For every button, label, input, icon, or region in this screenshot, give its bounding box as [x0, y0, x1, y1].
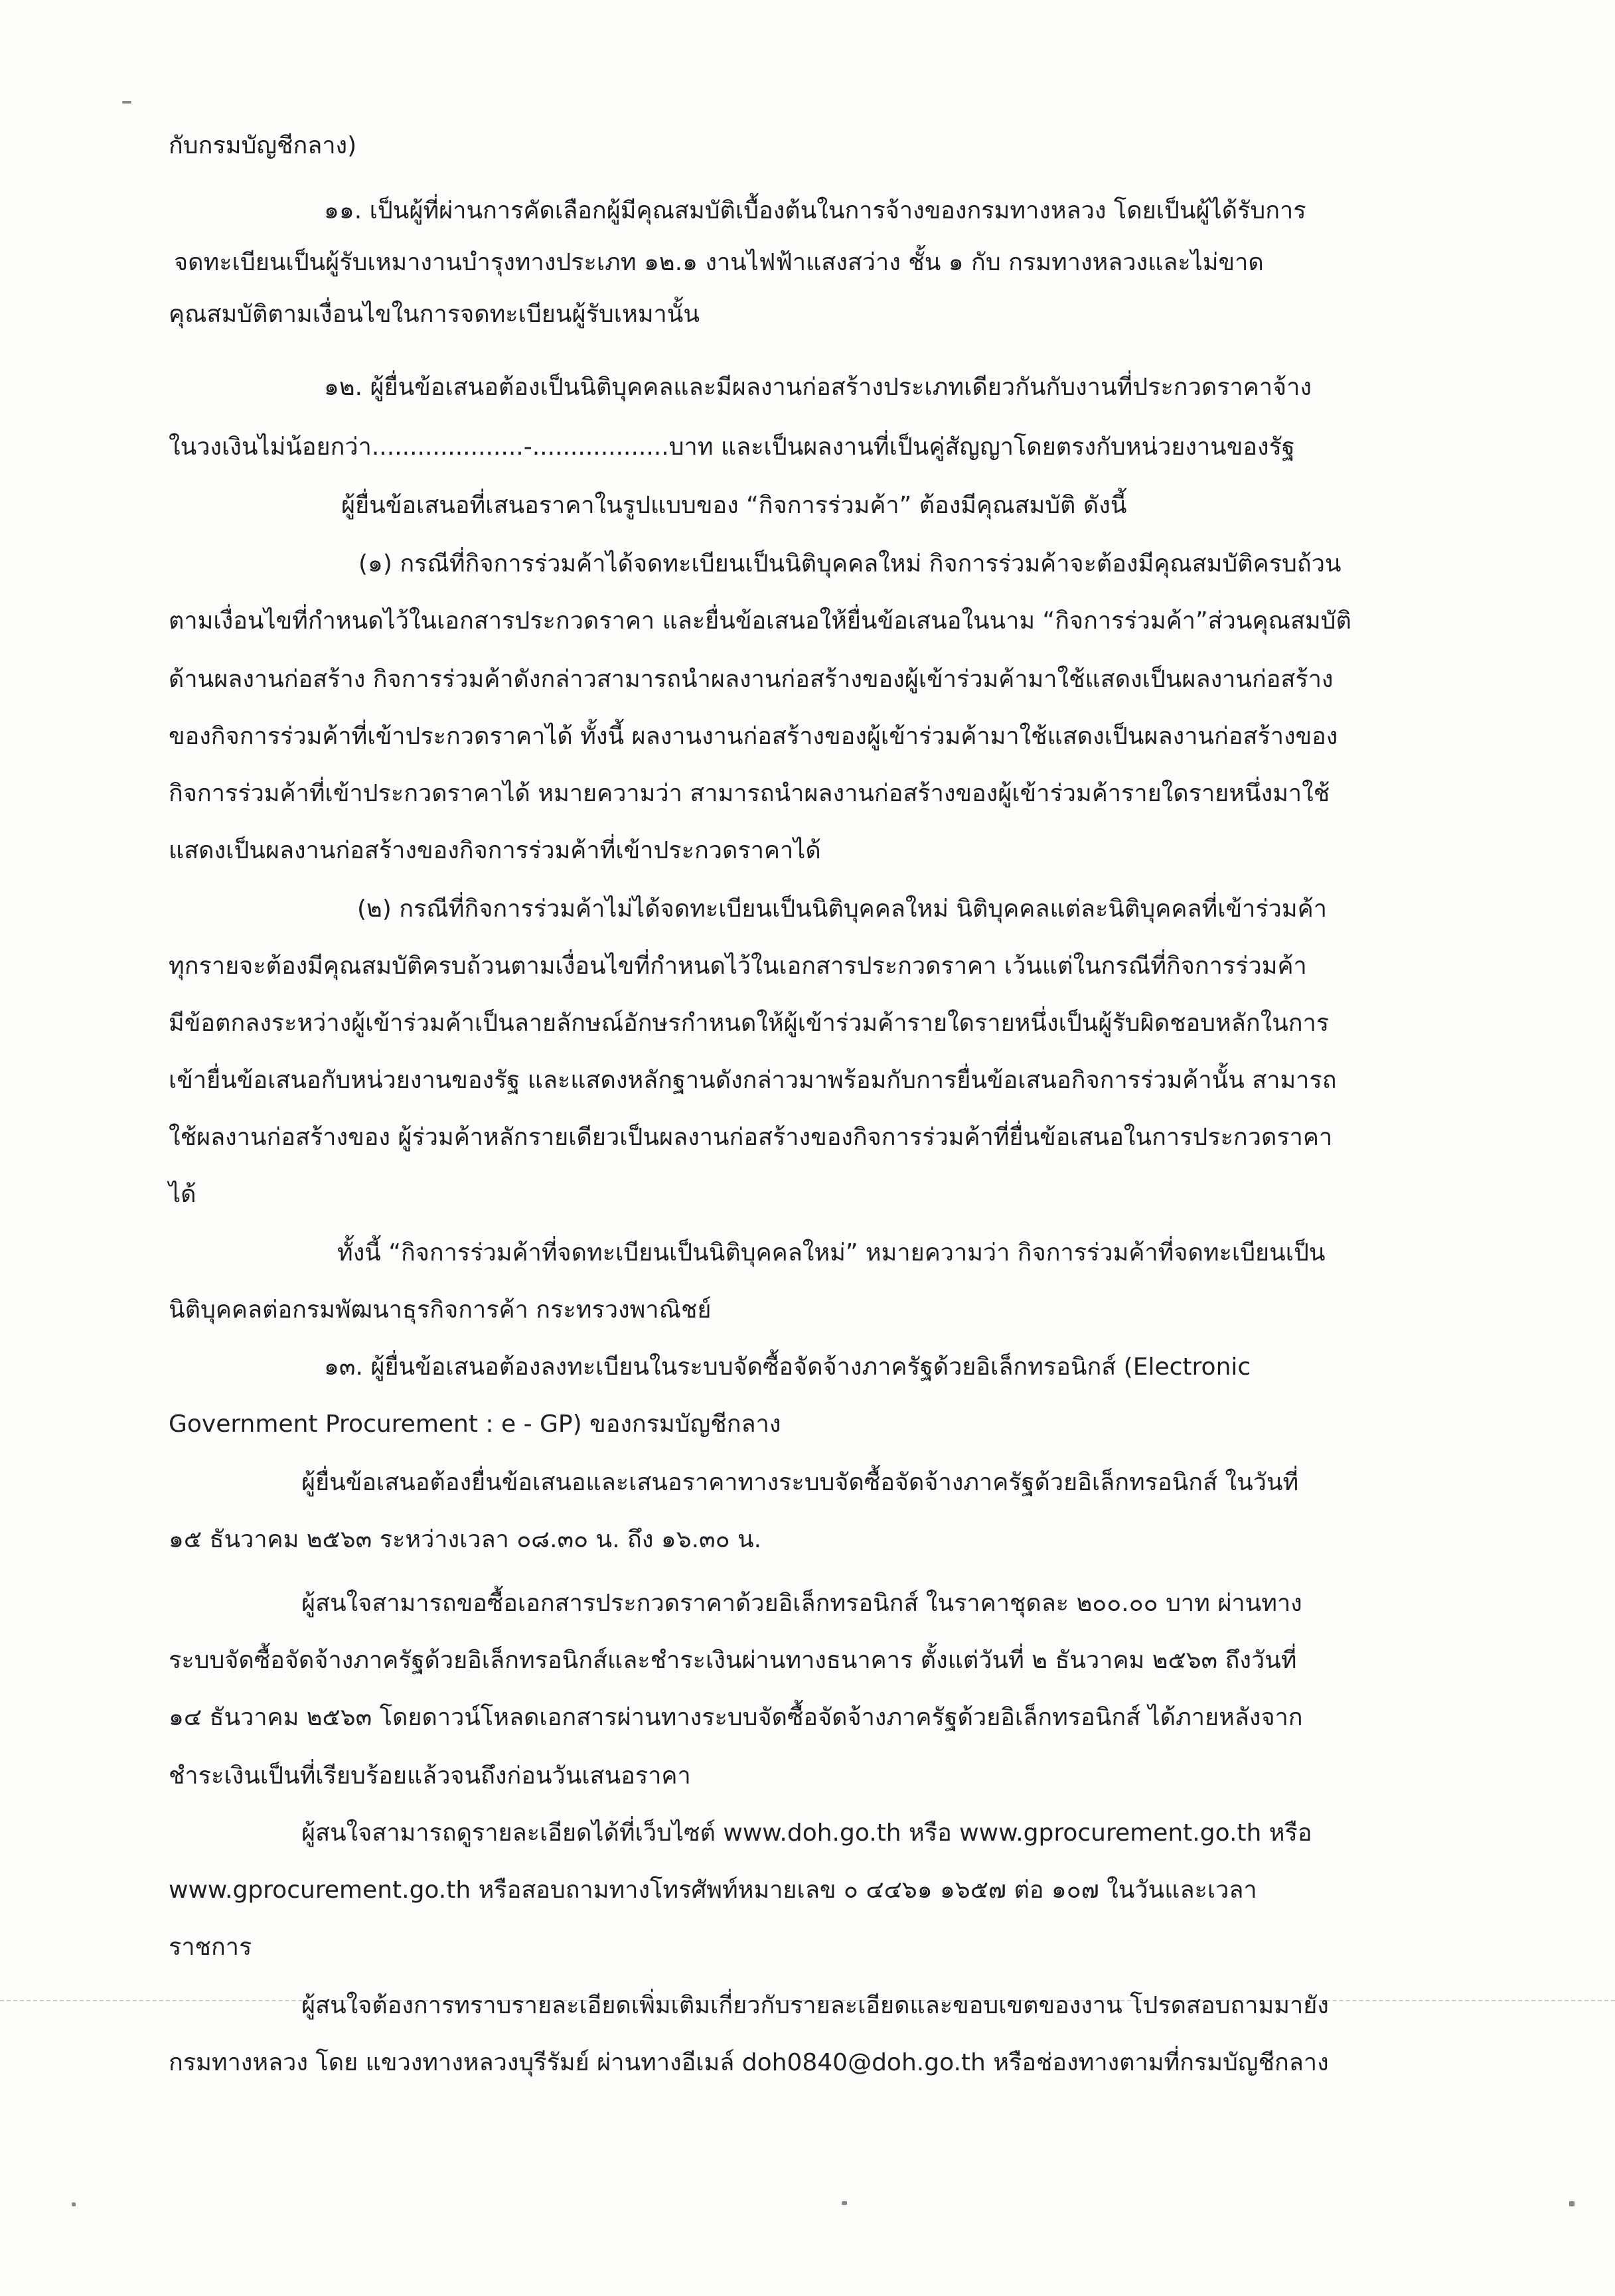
document-line: ชำระเงินเป็นที่เรียบร้อยแล้วจนถึงก่อนวันเสนอราคา — [169, 1762, 691, 1790]
document-line: เข้ายื่นข้อเสนอกับหน่วยงานของรัฐ และแสดงหลักฐานดังกล่าวมาพร้อมกับการยื่นข้อเสนอกิจการร่วมค้านั้น สามารถ — [169, 1067, 1337, 1094]
document-line: ผู้ยื่นข้อเสนอต้องยื่นข้อเสนอและเสนอราคาทางระบบจัดซื้อจัดจ้างภาครัฐด้วยอิเล็กทรอนิกส์ ในวันที่ — [301, 1469, 1299, 1496]
document-line: กรมทางหลวง โดย แขวงทางหลวงบุรีรัมย์ ผ่านทางอีเมล์ doh0840@doh.go.th หรือช่องทางตามที่กรมบัญชีกลาง — [169, 2049, 1329, 2076]
document-line: จดทะเบียนเป็นผู้รับเหมางานบำรุงทางประเภท ๑๒.๑ งานไฟฟ้าแสงสว่าง ชั้น ๑ กับ กรมทางหลวงและไม่ขาด — [174, 249, 1264, 276]
document-line: ใช้ผลงานก่อสร้างของ ผู้ร่วมค้าหลักรายเดียวเป็นผลงานก่อสร้างของกิจการร่วมค้าที่ยื่นข้อเสนอในการประกวดราคา — [169, 1124, 1333, 1151]
document-line: ๑๔ ธันวาคม ๒๕๖๓ โดยดาวน์โหลดเอกสารผ่านทางระบบจัดซื้อจัดจ้างภาครัฐด้วยอิเล็กทรอนิกส์ ได้ภายหลังจาก — [169, 1704, 1303, 1731]
document-line: Government Procurement : e - GP) ของกรมบัญชีกลาง — [169, 1411, 781, 1438]
document-line: กับกรมบัญชีกลาง) — [169, 132, 357, 159]
document-line: ผู้สนใจสามารถดูรายละเอียดได้ที่เว็บไซต์ www.doh.go.th หรือ www.gprocurement.go.th หรือ — [301, 1819, 1312, 1847]
document-line: ด้านผลงานก่อสร้าง กิจการร่วมค้าดังกล่าวสามารถนำผลงานก่อสร้างของผู้เข้าร่วมค้ามาใช้แสดงเป็นผลงานก่อสร้าง — [169, 666, 1334, 693]
scan-speck — [1569, 2201, 1575, 2206]
document-line: คุณสมบัติตามเงื่อนไขในการจดทะเบียนผู้รับเหมานั้น — [169, 301, 700, 328]
document-line: ๑๑. เป็นผู้ที่ผ่านการคัดเลือกผู้มีคุณสมบัติเบื้องต้นในการจ้างของกรมทางหลวง โดยเป็นผู้ได้รับการ — [324, 197, 1306, 224]
document-line: ราชการ — [169, 1934, 252, 1961]
document-line: ตามเงื่อนไขที่กำหนดไว้ในเอกสารประกวดราคา และยื่นข้อเสนอให้ยื่นข้อเสนอในนาม “กิจการร่วมค้า”ส่วนคุณสมบัติ — [169, 607, 1351, 635]
document-line: www.gprocurement.go.th หรือสอบถามทางโทรศัพท์หมายเลข ๐ ๔๔๖๑ ๑๖๕๗ ต่อ ๑๐๗ ในวันและเวลา — [169, 1876, 1257, 1904]
document-line: ๑๒. ผู้ยื่นข้อเสนอต้องเป็นนิติบุคคลและมีผลงานก่อสร้างประเภทเดียวกันกับงานที่ประกวดราคาจ้าง — [324, 374, 1312, 401]
scan-speck — [122, 101, 131, 104]
document-line: ทั้งนี้ “กิจการร่วมค้าที่จดทะเบียนเป็นนิติบุคคลใหม่” หมายความว่า กิจการร่วมค้าที่จดทะเบียนเป็น — [337, 1239, 1326, 1266]
document-line: ผู้ยื่นข้อเสนอที่เสนอราคาในรูปแบบของ “กิจการร่วมค้า” ต้องมีคุณสมบัติ ดังนี้ — [341, 492, 1127, 519]
document-line: ผู้สนใจสามารถขอซื้อเอกสารประกวดราคาด้วยอิเล็กทรอนิกส์ ในราคาชุดละ ๒๐๐.๐๐ บาท ผ่านทาง — [301, 1590, 1302, 1617]
scan-speck — [72, 2202, 76, 2206]
document-line: ๑๕ ธันวาคม ๒๕๖๓ ระหว่างเวลา ๐๘.๓๐ น. ถึง ๑๖.๓๐ น. — [169, 1526, 762, 1553]
document-line: ผู้สนใจต้องการทราบรายละเอียดเพิ่มเติมเกี่ยวกับรายละเอียดและขอบเขตของงาน โปรดสอบถามมายัง — [301, 1992, 1329, 2019]
scan-speck — [842, 2201, 847, 2205]
document-line: มีข้อตกลงระหว่างผู้เข้าร่วมค้าเป็นลายลักษณ์อักษรกำหนดให้ผู้เข้าร่วมค้ารายใดรายหนึ่งเป็นผู้รับผิดชอบหลักในการ — [169, 1010, 1330, 1037]
document-line: กิจการร่วมค้าที่เข้าประกวดราคาได้ หมายความว่า สามารถนำผลงานก่อสร้างของผู้เข้าร่วมค้ารายใดรายหนึ่งมาใช้ — [169, 780, 1330, 807]
document-line: ของกิจการร่วมค้าที่เข้าประกวดราคาได้ ทั้งนี้ ผลงานงานก่อสร้างของผู้เข้าร่วมค้ามาใช้แสดงเป็นผลงานก่อสร้างของ — [169, 723, 1338, 750]
document-line: ได้ — [169, 1181, 196, 1208]
document-line: นิติบุคคลต่อกรมพัฒนาธุรกิจการค้า กระทรวงพาณิชย์ — [169, 1296, 712, 1324]
document-line: แสดงเป็นผลงานก่อสร้างของกิจการร่วมค้าที่เข้าประกวดราคาได้ — [169, 837, 821, 864]
document-line: ๑๓. ผู้ยื่นข้อเสนอต้องลงทะเบียนในระบบจัดซื้อจัดจ้างภาครัฐด้วยอิเล็กทรอนิกส์ (Electronic — [324, 1353, 1251, 1381]
document-line: ในวงเงินไม่น้อยกว่า....................-..................บาท และเป็นผลงานที่เป็นคู่สัญญาโดยตรงกับหน่วยงานของรัฐ — [169, 433, 1295, 461]
document-line: (๒) กรณีที่กิจการร่วมค้าไม่ได้จดทะเบียนเป็นนิติบุคคลใหม่ นิติบุคคลแต่ละนิติบุคคลที่เข้าร่วมค้า — [357, 895, 1327, 923]
document-line: (๑) กรณีที่กิจการร่วมค้าได้จดทะเบียนเป็นนิติบุคคลใหม่ กิจการร่วมค้าจะต้องมีคุณสมบัติครบถ้วน — [358, 550, 1342, 577]
document-line: ทุกรายจะต้องมีคุณสมบัติครบถ้วนตามเงื่อนไขที่กำหนดไว้ในเอกสารประกวดราคา เว้นแต่ในกรณีที่กิจการร่วมค้า — [169, 953, 1307, 980]
document-line: ระบบจัดซื้อจัดจ้างภาครัฐด้วยอิเล็กทรอนิกส์และชำระเงินผ่านทางธนาคาร ตั้งแต่วันที่ ๒ ธันวาคม ๒๕๖๓ ถึงวันที่ — [169, 1647, 1297, 1674]
